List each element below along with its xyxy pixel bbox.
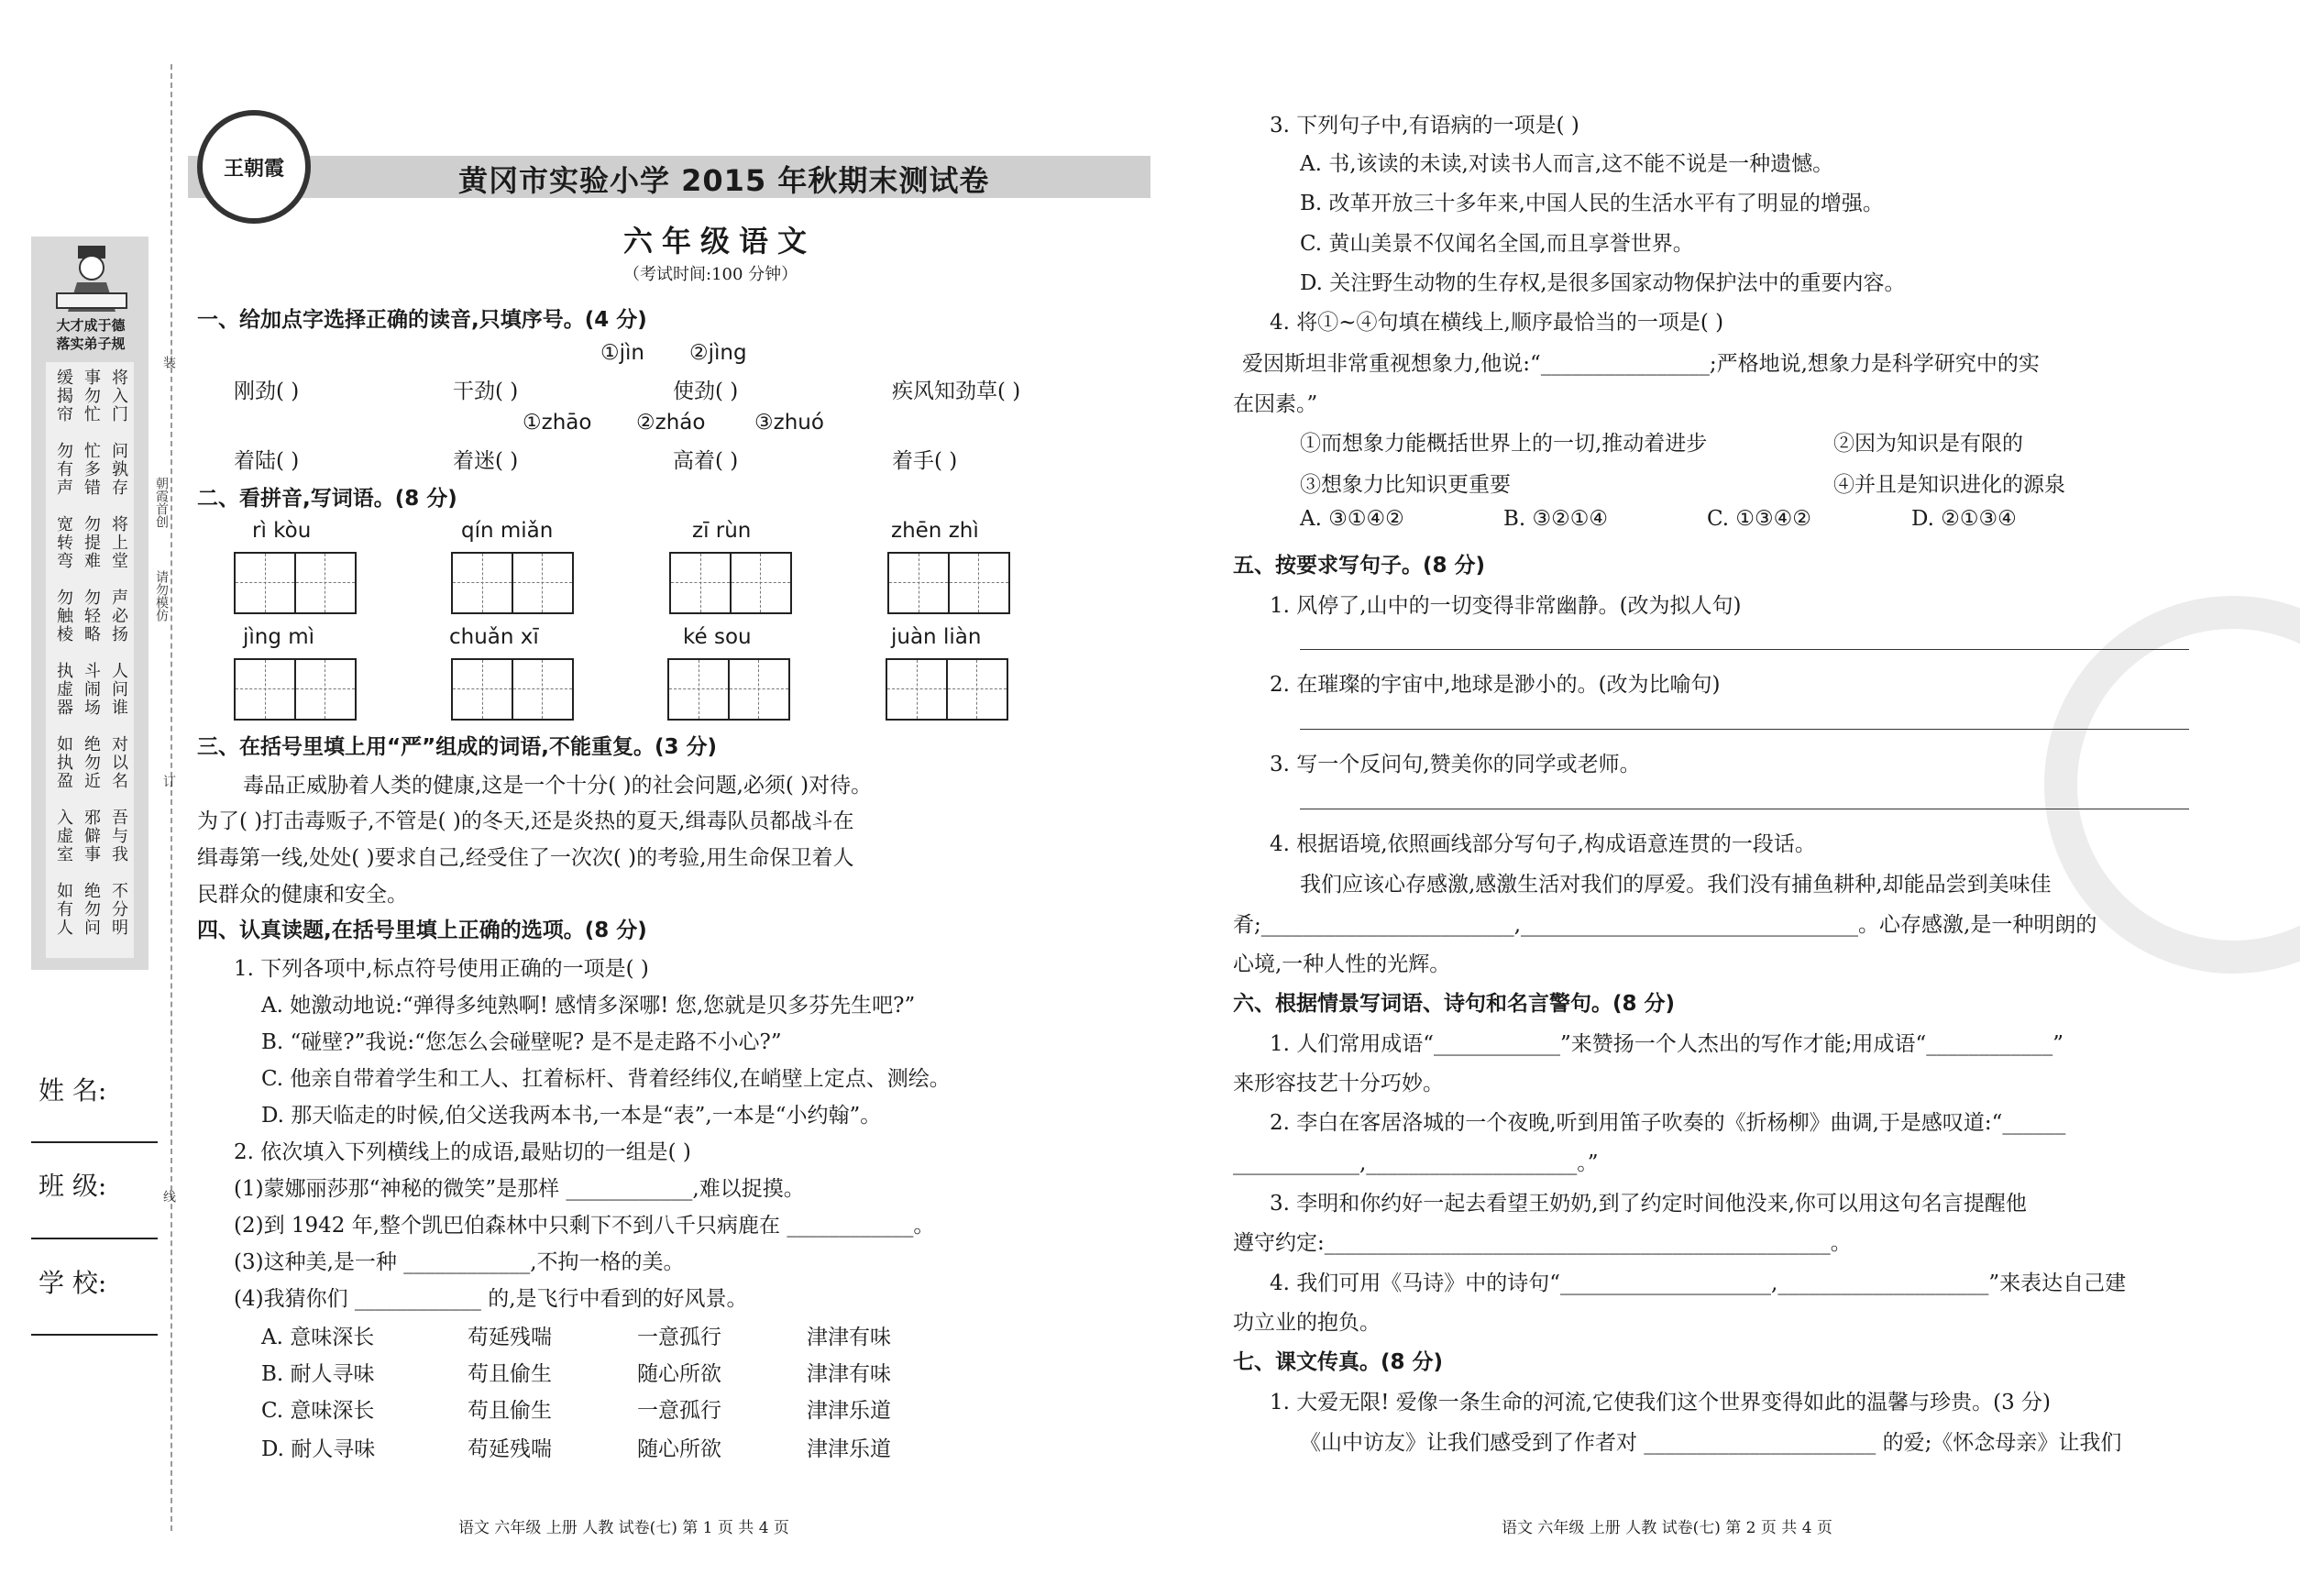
verse-column: 不分明 (109, 882, 128, 937)
choice-cell: C. 意味深长 (261, 1399, 375, 1423)
writing-grid[interactable] (451, 658, 574, 721)
verse-column: 斗闹场 (82, 662, 101, 717)
section-3-heading: 三、在括号里填上用“严”组成的词语,不能重复。(3 分) (197, 735, 718, 759)
section-6-heading: 六、根据情景写词语、诗句和名言警句。(8 分) (1233, 992, 1676, 1016)
paragraph-line: 我们应该心存感激,感激生活对我们的厚爱。我们没有捕鱼耕种,却能品尝到美味佳 (1300, 873, 2052, 897)
answer-option: B. 改革开放三十多年来,中国人民的生活水平有了明显的增强。 (1300, 192, 1884, 215)
verse-column: 声必扬 (109, 589, 128, 644)
answer-option: C. ①③④② (1707, 507, 1811, 531)
pinyin-option: ②zháo (636, 411, 706, 435)
question-text: 4. 我们可用《马诗》中的诗句“____________________,____________________”来表达自己建 (1270, 1271, 2127, 1295)
answer-option: C. 黄山美景不仅闻名全国,而且享誉世界。 (1300, 232, 1694, 256)
pinyin-option: ③zhuó (754, 411, 824, 435)
sidebar-verse-columns (51, 369, 134, 955)
choice-cell: 津津有味 (807, 1326, 891, 1349)
page-footer-left: 语文 六年级 上册 人教 试卷(七) 第 1 页 共 4 页 (458, 1519, 789, 1537)
word-item: 着手( ) (892, 449, 958, 473)
verse-column: 勿轻略 (82, 589, 101, 644)
verse-column: 吾与我 (109, 809, 128, 864)
answer-option: D. 那天临走的时候,伯父送我两本书,一本是“表”,一本是“小约翰”。 (261, 1104, 882, 1128)
paragraph-line: 爱因斯坦非常重视想象力,他说:“________________;严格地说,想象力是科学研究中的实 (1242, 352, 2040, 376)
class-field[interactable] (31, 1238, 158, 1239)
question-text: 《山中访友》让我们感受到了作者对 ______________________ 的爱;《怀念母亲》让我们 (1300, 1431, 2122, 1455)
verse-column: 宽转弯 (54, 515, 73, 570)
question-text: 2. 在璀璨的宇宙中,地球是渺小的。(改为比喻句) (1270, 673, 1721, 697)
verse-column: 对以名 (109, 735, 128, 790)
verse-column: 邪僻事 (82, 809, 101, 864)
answer-option: B. ③②①④ (1503, 507, 1609, 531)
choice-cell: D. 耐人寻味 (261, 1437, 376, 1461)
sidebar-motto: 大才成于德 落实弟子规 (56, 317, 126, 352)
verse-column: 如执盈 (54, 735, 73, 790)
sentence-option: ③想象力比知识更重要 (1300, 473, 1511, 497)
question-text: 1. 人们常用成语“____________”来赞扬一个人杰出的写作才能;用成语“____________” (1270, 1032, 2064, 1056)
question-text: 4. 根据语境,依照画线部分写句子,构成语意连贯的一段话。 (1270, 832, 1816, 856)
verse-column: 缓揭帘 (54, 369, 73, 424)
pinyin-option: ①jìn (600, 341, 644, 365)
word-item: 着陆( ) (234, 449, 300, 473)
verse-column: 事勿忙 (82, 369, 101, 424)
choice-cell: 苟且偷生 (468, 1362, 552, 1386)
paragraph-line: 为了( )打击毒贩子,不管是( )的冬天,还是炎热的夏天,缉毒队员都战斗在 (197, 809, 854, 833)
choice-cell: 津津有味 (807, 1362, 891, 1386)
class-label: 班 级: (39, 1171, 107, 1201)
writing-grid[interactable] (234, 658, 357, 721)
paragraph-line: 在因素。” (1233, 392, 1318, 416)
choice-cell: 苟延残喘 (468, 1326, 552, 1349)
sentence-option: ①而想象力能概括世界上的一切,推动着进步 (1300, 432, 1708, 456)
question-text: 3. 写一个反问句,赞美你的同学或老师。 (1270, 753, 1641, 776)
word-item: 使劲( ) (673, 380, 739, 403)
pinyin-prompt: zhēn zhì (891, 519, 979, 543)
verse-column: 绝勿问 (82, 882, 101, 937)
pinyin-prompt: chuǎn xī (449, 625, 539, 649)
question-text: (1)蒙娜丽莎那“神秘的微笑”是那样 ____________,难以捉摸。 (234, 1177, 805, 1201)
verse-column: 将上堂 (109, 515, 128, 570)
verse-column: 勿有声 (54, 442, 73, 497)
brand-logo: 王朝霞 (197, 110, 311, 224)
margin-note-original: 朝霞首创 (154, 477, 169, 528)
question-text: 来形容技艺十分巧妙。 (1233, 1072, 1444, 1095)
answer-option: C. 他亲自带着学生和工人、扛着标杆、背着经纬仪,在峭壁上定点、测绘。 (261, 1067, 951, 1091)
question-text: (3)这种美,是一种 ____________,不拘一格的美。 (234, 1250, 685, 1274)
paragraph-line: 民群众的健康和安全。 (197, 883, 408, 907)
verse-column: 勿提难 (82, 515, 101, 570)
answer-line[interactable] (1300, 649, 2189, 650)
writing-grid[interactable] (887, 552, 1010, 614)
pinyin-prompt: zī rùn (692, 519, 752, 543)
verse-column: 忙多错 (82, 442, 101, 497)
exam-title: 黄冈市实验小学 2015 年秋期末测试卷 (458, 163, 990, 198)
question-text: 2. 依次填入下列横线上的成语,最贴切的一组是( ) (234, 1140, 691, 1164)
name-label: 姓 名: (39, 1075, 107, 1106)
verse-column: 入虚室 (54, 809, 73, 864)
question-text: 1. 下列各项中,标点符号使用正确的一项是( ) (234, 957, 649, 981)
name-field[interactable] (31, 1141, 158, 1143)
scholar-illustration (55, 240, 128, 314)
question-text: 功立业的抱负。 (1233, 1311, 1381, 1335)
question-text: (4)我猜你们 ____________ 的,是飞行中看到的好风景。 (234, 1287, 748, 1311)
writing-grid[interactable] (886, 658, 1008, 721)
choice-cell: 一意孤行 (637, 1326, 721, 1349)
section-2-heading: 二、看拼音,写词语。(8 分) (197, 487, 457, 511)
paragraph-line: 毒品正威胁着人类的健康,这是一个十分( )的社会问题,必须( )对待。 (243, 774, 873, 798)
answer-line[interactable] (1300, 729, 2189, 730)
margin-mark-xian: 线 (161, 1190, 176, 1203)
word-item: 着迷( ) (453, 449, 519, 473)
margin-note-no-copy: 请勿模仿 (154, 570, 169, 622)
verse-column: 问孰存 (109, 442, 128, 497)
section-5-heading: 五、按要求写句子。(8 分) (1233, 554, 1486, 578)
paragraph-line: 肴;________________________,________________________________。心存感激,是一种明朗的 (1233, 913, 2097, 937)
pinyin-option: ②jìng (689, 341, 747, 365)
page-footer-right: 语文 六年级 上册 人教 试卷(七) 第 2 页 共 4 页 (1502, 1519, 1832, 1537)
subject-title: 六年级语文 (623, 224, 817, 259)
choice-cell: 苟且偷生 (468, 1399, 552, 1423)
school-field[interactable] (31, 1334, 158, 1336)
word-item: 高着( ) (673, 449, 739, 473)
pinyin-prompt: ké sou (683, 625, 752, 649)
verse-column: 人问谁 (109, 662, 128, 717)
writing-grid[interactable] (669, 552, 792, 614)
section-4-heading: 四、认真读题,在括号里填上正确的选项。(8 分) (197, 919, 647, 942)
writing-grid[interactable] (451, 552, 574, 614)
word-item: 干劲( ) (453, 380, 519, 403)
choice-cell: 津津乐道 (807, 1399, 891, 1423)
question-text: (2)到 1942 年,整个凯巴伯森林中只剩下不到八千只病鹿在 ____________。 (234, 1214, 935, 1238)
word-item: 疾风知劲草( ) (892, 380, 1021, 403)
answer-option: A. ③①④② (1300, 507, 1404, 531)
question-text: 遵守约定:________________________________________________。 (1233, 1231, 1852, 1255)
question-text: 3. 李明和你约好一起去看望王奶奶,到了约定时间他没来,你可以用这句名言提醒他 (1270, 1192, 2027, 1216)
verse-column: 如有人 (54, 882, 73, 937)
verse-column: 执虚器 (54, 662, 73, 717)
question-text: ____________,____________________。” (1233, 1151, 1599, 1175)
pinyin-prompt: rì kòu (252, 519, 312, 543)
question-text: 4. 将①~④句填在横线上,顺序最恰当的一项是( ) (1270, 311, 1724, 335)
question-text: 1. 大爱无限! 爱像一条生命的河流,它使我们这个世界变得如此的温馨与珍贵。(3 分) (1270, 1391, 2052, 1414)
writing-grid[interactable] (234, 552, 357, 614)
margin-mark-ding: 订 (161, 775, 176, 787)
writing-grid[interactable] (667, 658, 790, 721)
choice-cell: 津津乐道 (807, 1437, 891, 1461)
margin-mark-zhuang: 装 (161, 356, 176, 369)
pinyin-prompt: jìng mì (243, 625, 315, 649)
verse-column: 勿触棱 (54, 589, 73, 644)
answer-option: D. ②①③④ (1911, 507, 2017, 531)
school-label: 学 校: (39, 1268, 107, 1298)
pinyin-prompt: qín miǎn (461, 519, 554, 543)
paragraph-line: 缉毒第一线,处处( )要求自己,经受住了一次次( )的考验,用生命保卫着人 (197, 846, 854, 870)
verse-column: 绝勿近 (82, 735, 101, 790)
choice-cell: 苟延残喘 (468, 1437, 552, 1461)
choice-cell: A. 意味深长 (261, 1326, 375, 1349)
question-text: 3. 下列句子中,有语病的一项是( ) (1270, 114, 1579, 138)
answer-option: D. 关注野生动物的生存权,是很多国家动物保护法中的重要内容。 (1300, 271, 1906, 295)
answer-option: A. 书,该读的未读,对读书人而言,这不能不说是一种遗憾。 (1300, 152, 1834, 176)
question-text: 1. 风停了,山中的一切变得非常幽静。(改为拟人句) (1270, 594, 1742, 618)
choice-cell: 一意孤行 (637, 1399, 721, 1423)
sentence-option: ④并且是知识进化的源泉 (1833, 473, 2065, 497)
word-item: 刚劲( ) (234, 380, 300, 403)
question-text: 2. 李白在客居洛城的一个夜晚,听到用笛子吹奏的《折杨柳》曲调,于是感叹道:“______ (1270, 1111, 2066, 1135)
choice-cell: B. 耐人寻味 (261, 1362, 375, 1386)
sentence-option: ②因为知识是有限的 (1833, 432, 2023, 456)
binding-line (171, 64, 172, 1531)
section-1-heading: 一、给加点字选择正确的读音,只填序号。(4 分) (197, 308, 647, 332)
answer-option: A. 她激动地说:“弹得多纯熟啊! 感情多深哪! 您,您就是贝多芬先生吧?” (261, 994, 916, 1018)
choice-cell: 随心所欲 (637, 1362, 721, 1386)
pinyin-option: ①zhāo (523, 411, 592, 435)
verse-column: 将入门 (109, 369, 128, 424)
time-note: （考试时间:100 分钟） (623, 265, 798, 284)
choice-cell: 随心所欲 (637, 1437, 721, 1461)
paragraph-line: 心境,一种人性的光辉。 (1233, 952, 1451, 976)
section-7-heading: 七、课文传真。(8 分) (1233, 1350, 1444, 1374)
pinyin-prompt: juàn liàn (891, 625, 982, 649)
answer-option: B. “碰壁?”我说:“您怎么会碰壁呢? 是不是走路不小心?” (261, 1030, 782, 1054)
